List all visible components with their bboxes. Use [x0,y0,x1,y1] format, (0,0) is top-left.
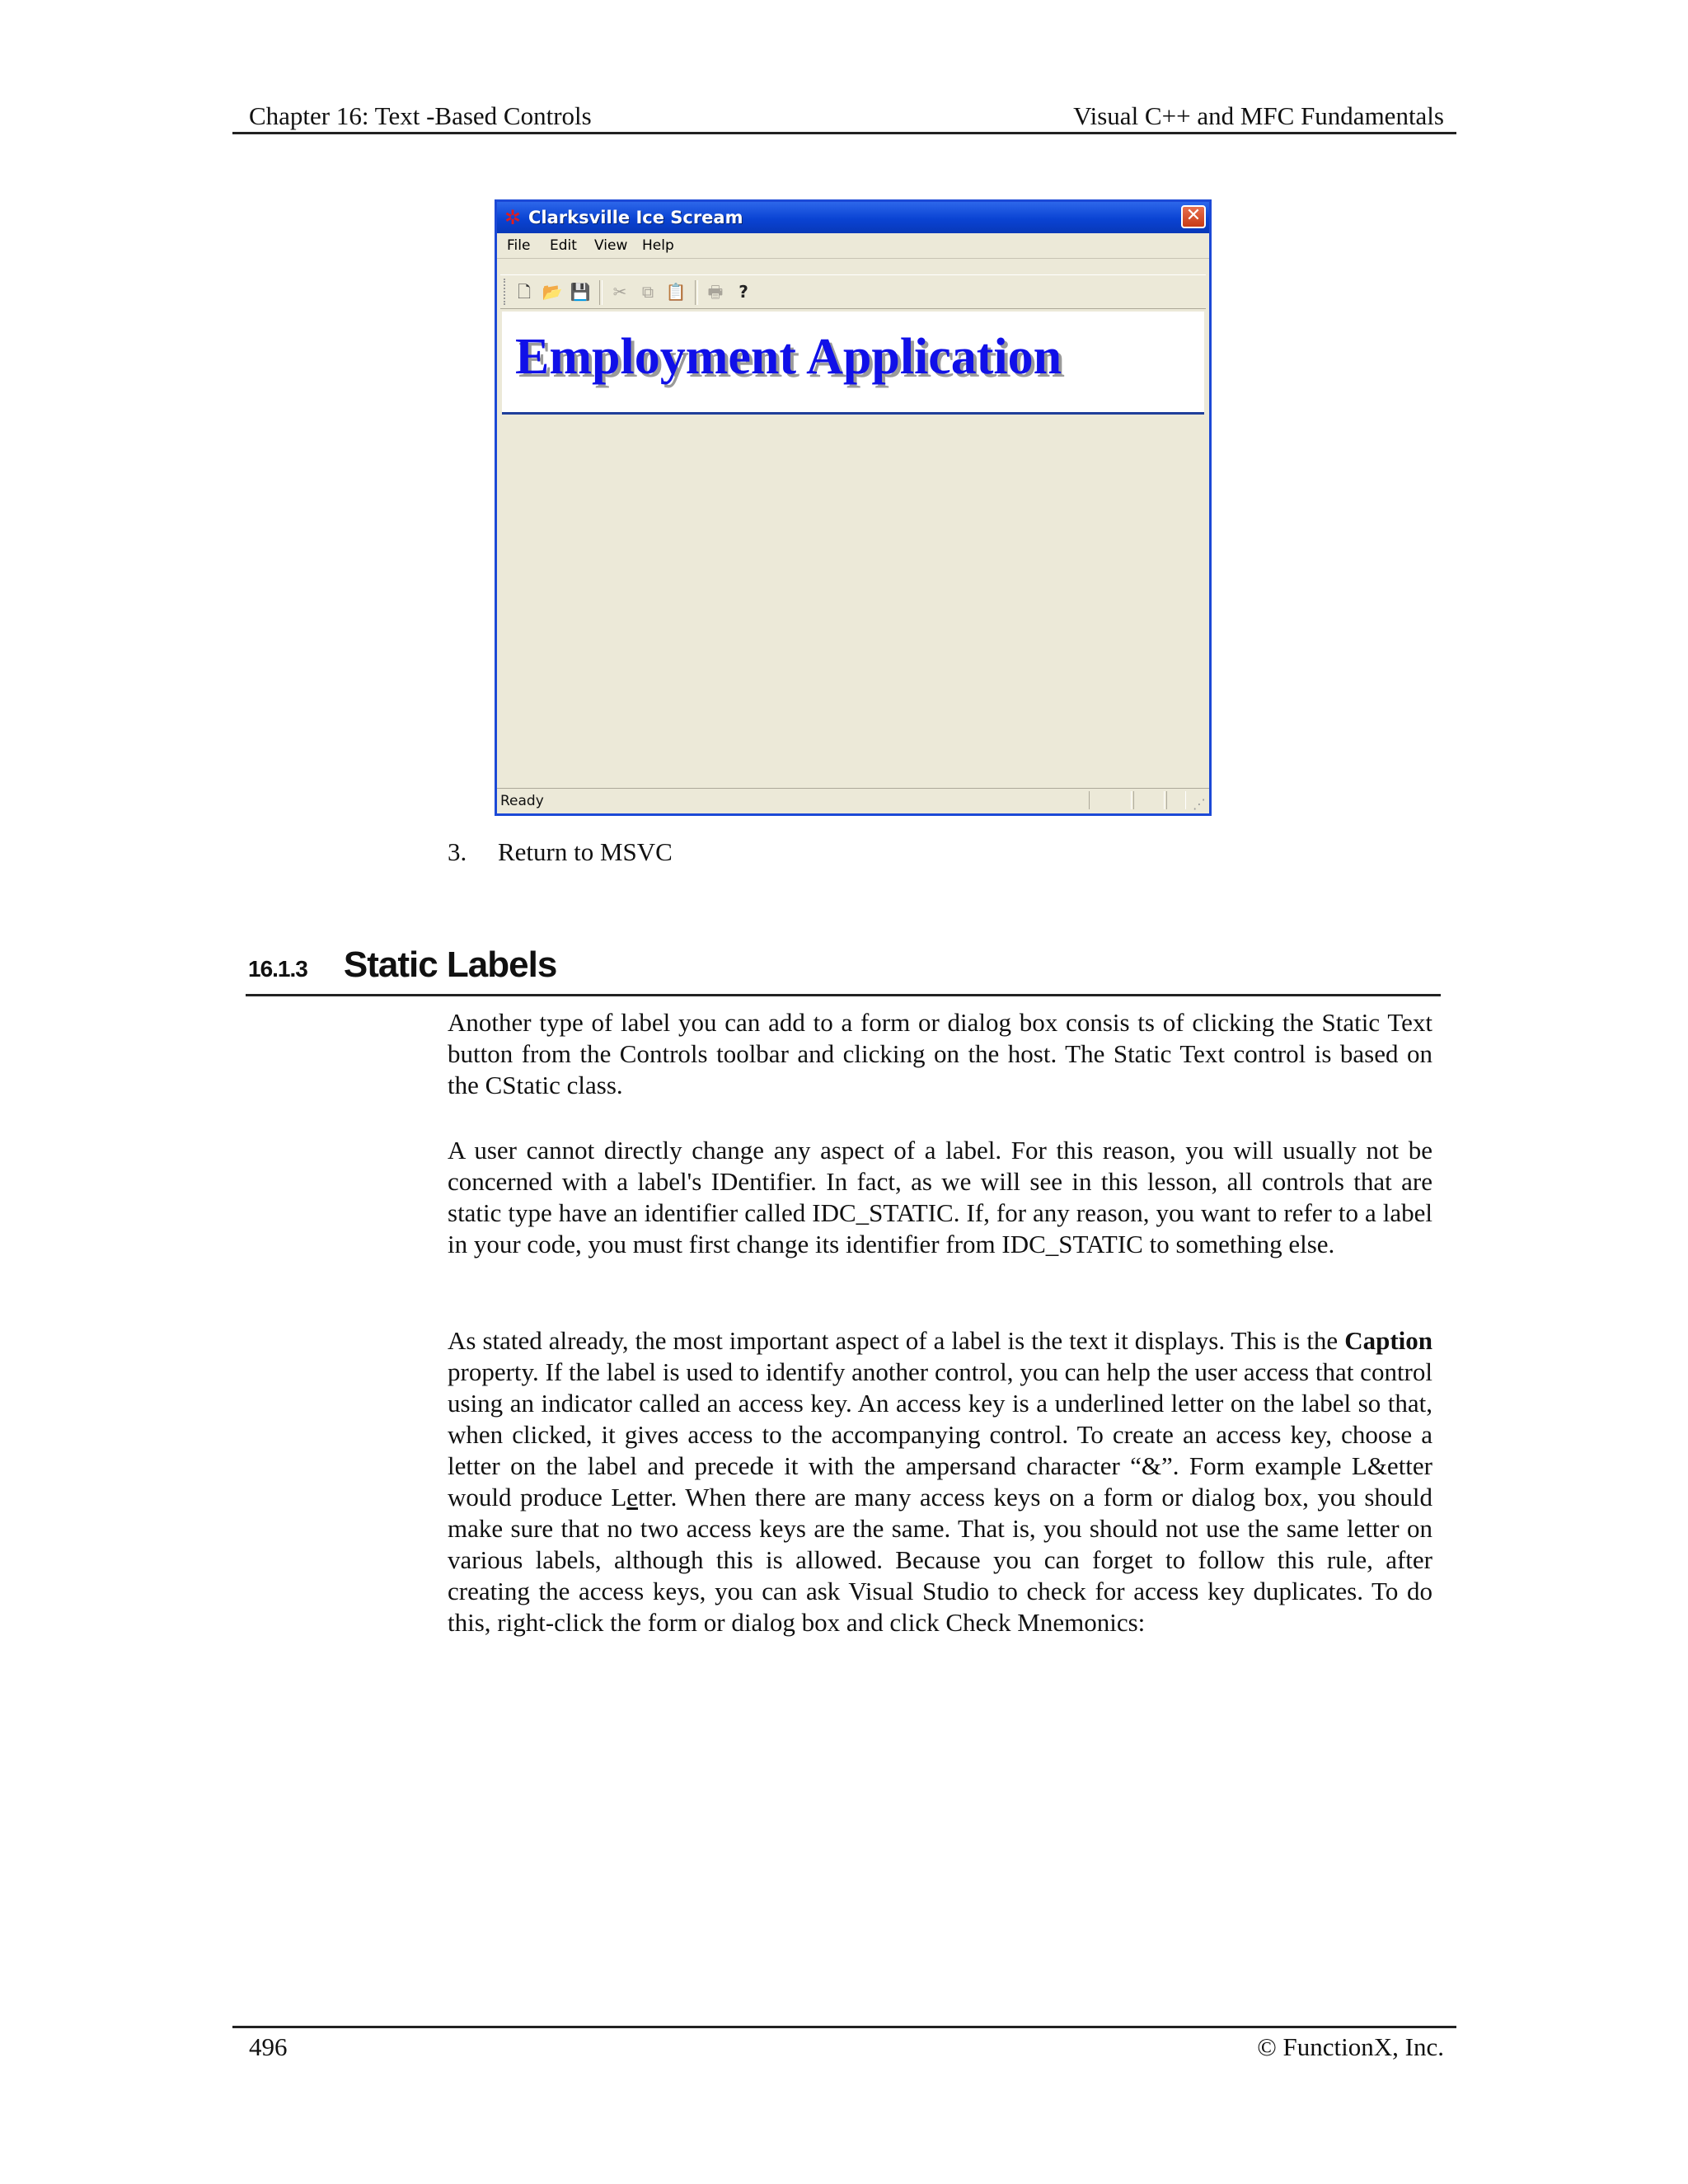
copyright: © FunctionX, Inc. [1257,2032,1444,2061]
window-title: Clarksville Ice Scream [528,208,743,227]
toolbar-separator [695,280,698,305]
page-number: 496 [249,2032,288,2061]
menu-edit[interactable]: Edit [550,237,577,254]
status-pane [1166,791,1186,809]
print-icon[interactable]: 🖶 [707,282,724,302]
close-icon[interactable]: ✕ [1181,205,1206,228]
menu-help[interactable]: Help [642,237,674,254]
menu-file[interactable]: File [507,237,531,254]
window-title-bar [497,202,1209,233]
caption-term: Caption [1344,1326,1432,1355]
app-icon: ✲ [504,206,522,229]
p3-text: property. If the label is used to identify another control, you can help the user access that control using an indicator called an access key. An access key is a underlined letter on the label so that, when clicked, it gives access to the accompanying control. To create an access key, choose a letter on the label and precede it with the ampersand character “&”. Form example L&etter would produce [448,1357,1432,1511]
p3-text: As stated already, the most important aspect of a label is the text it displays. This is the [448,1326,1345,1355]
toolbar-separator [599,280,603,305]
open-folder-icon[interactable]: 📂 [542,282,563,302]
section-heading [248,944,556,986]
app-window-screenshot [495,199,1212,816]
status-pane [1133,791,1165,809]
access-key-example-lead: L [611,1483,627,1511]
status-pane [1089,791,1132,809]
section-rule [246,994,1441,996]
copy-icon[interactable]: ⧉ [641,282,654,302]
resize-grip-icon[interactable]: ⋰ [1193,796,1206,812]
paragraph-3 [448,1325,1432,1638]
section-number: 16.1.3 [248,956,307,982]
client-area [502,415,1204,785]
cut-icon[interactable]: ✂ [612,282,627,302]
access-key-example-tail: tter [638,1483,671,1511]
access-key-example-letter: e [626,1483,639,1511]
paragraph-1: Another type of label you can add to a form or dialog box consis ts of clicking the Static Text button from the Controls toolbar and clicking on the host. The Static Text control is based on the CStatic class. [448,1008,1432,1099]
step-text: Return to MSVC [498,837,673,866]
new-file-icon[interactable]: 🗋 [517,282,532,302]
menu-view[interactable]: View [594,237,628,254]
save-icon[interactable]: 💾 [570,282,591,302]
step-number: 3. [448,837,467,866]
toolbar [500,274,1206,309]
employment-heading: Employment Application [515,329,1062,385]
help-question-icon[interactable]: ? [738,282,748,302]
header-panel [502,312,1204,415]
paragraph-2: A user cannot directly change any aspect of a label. For this reason, you will usually not be concerned with a label's IDentifier. In fact, as we will see in this lesson, all controls that are static type have an identifier called IDC_STATIC. If, for any reason, you want to refer to a label in your code, you must first change its identifier from IDC_STATIC to something else. [448,1136,1432,1258]
running-header-left: Chapter 16: Text -Based Controls [249,101,592,130]
header-rule [232,132,1456,134]
running-header-right: Visual C++ and MFC Fundamentals [1073,101,1444,130]
p3-text: . When there are many access keys on a form or dialog box, you should make sure that no two access keys are the same. That is, you should not use the same letter on various labels, although this is allowed. Because you can forget to follow this rule, after creating the access keys, you can ask Visual Studio to check for access key duplicates. To do this, right-click the form or dialog box and click Check Mnemonics: [448,1483,1432,1637]
status-text: Ready [500,793,544,809]
footer-rule [232,2026,1456,2028]
menu-bar [497,233,1209,259]
toolbar-grip [504,279,508,305]
status-bar [497,788,1209,813]
paste-icon[interactable]: 📋 [665,282,687,302]
section-title: Static Labels [343,944,557,985]
